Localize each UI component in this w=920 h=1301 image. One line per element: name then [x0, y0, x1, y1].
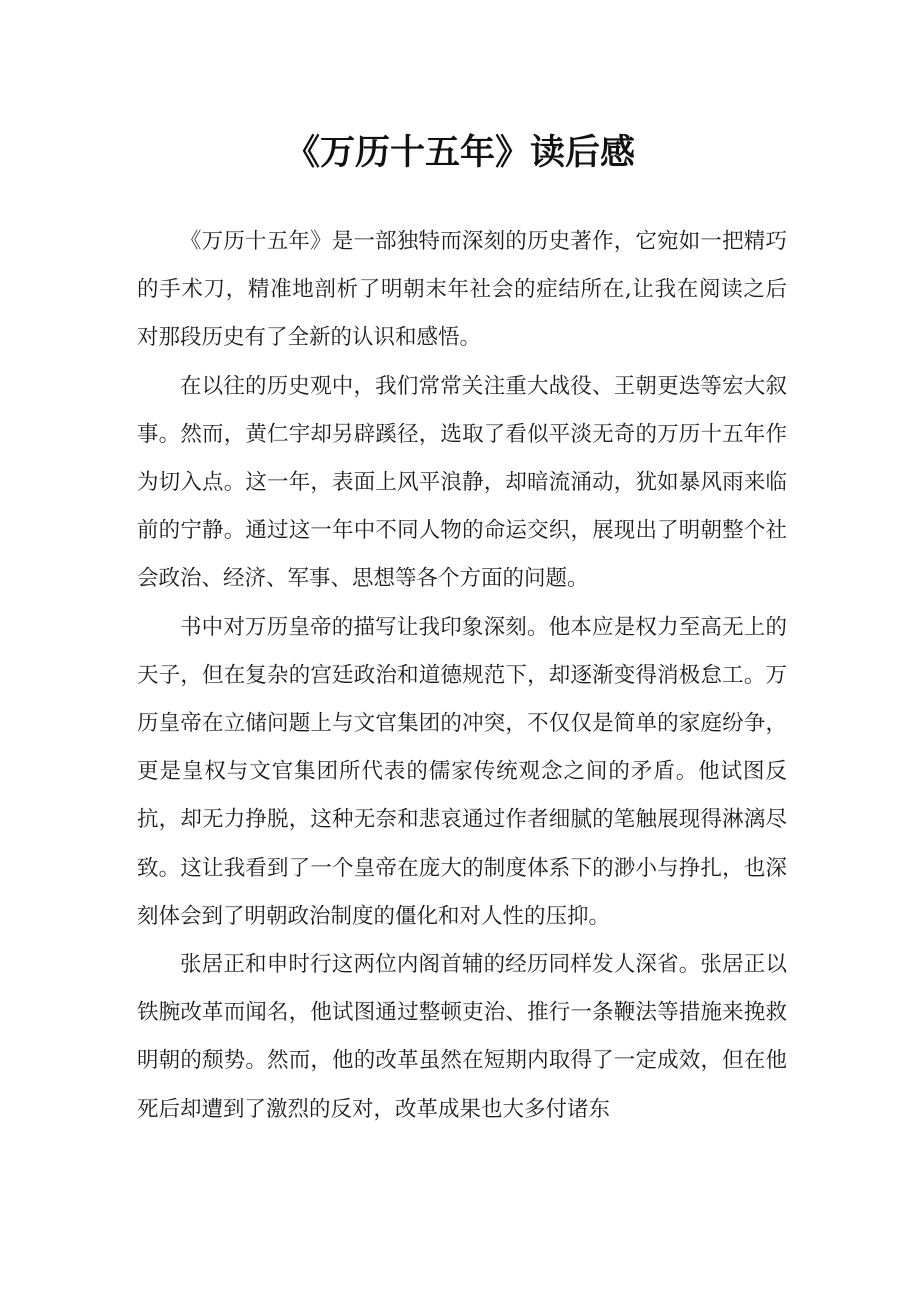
document-body: [137, 218, 787, 1134]
paragraph: 《万历十五年》是一部独特而深刻的历史著作，它宛如一把精巧的手术刀，精准地剖析了明朝末年社会的症结所在,让我在阅读之后对那段历史有了全新的认识和感悟。: [137, 229, 787, 351]
paragraph: 张居正和申时行这两位内阁首辅的经历同样发人深省。张居正以铁腕改革而闻名，他试图通过整顿吏治、推行一条鞭法等措施来挽救明朝的颓势。然而，他的改革虽然在短期内取得了一定成效，但在他死后却遭到了激烈的反对，改革成果也大多付诸东: [137, 952, 787, 1122]
paragraph: 书中对万历皇帝的描写让我印象深刻。他本应是权力至高无上的天子，但在复杂的宫廷政治和道德规范下，却逐渐变得消极怠工。万历皇帝在立储问题上与文官集团的冲突，不仅仅是简单的家庭纷争，更是皇权与文官集团所代表的儒家传统观念之间的矛盾。他试图反抗，却无力挣脱，这种无奈和悲哀通过作者细腻的笔触展现得淋漓尽致。这让我看到了一个皇帝在庞大的制度体系下的渺小与挣扎，也深刻体会到了明朝政治制度的僵化和对人性的压抑。: [137, 614, 787, 929]
paragraph: 在以往的历史观中，我们常常关注重大战役、王朝更迭等宏大叙事。然而，黄仁宇却另辟蹊径，选取了看似平淡无奇的万历十五年作为切入点。这一年，表面上风平浪静，却暗流涌动，犹如暴风雨来临前的宁静。通过这一年中不同人物的命运交织，展现出了明朝整个社会政治、经济、军事、思想等各个方面的问题。: [137, 373, 787, 592]
document-title: 《万历十五年》读后感: [284, 133, 635, 173]
